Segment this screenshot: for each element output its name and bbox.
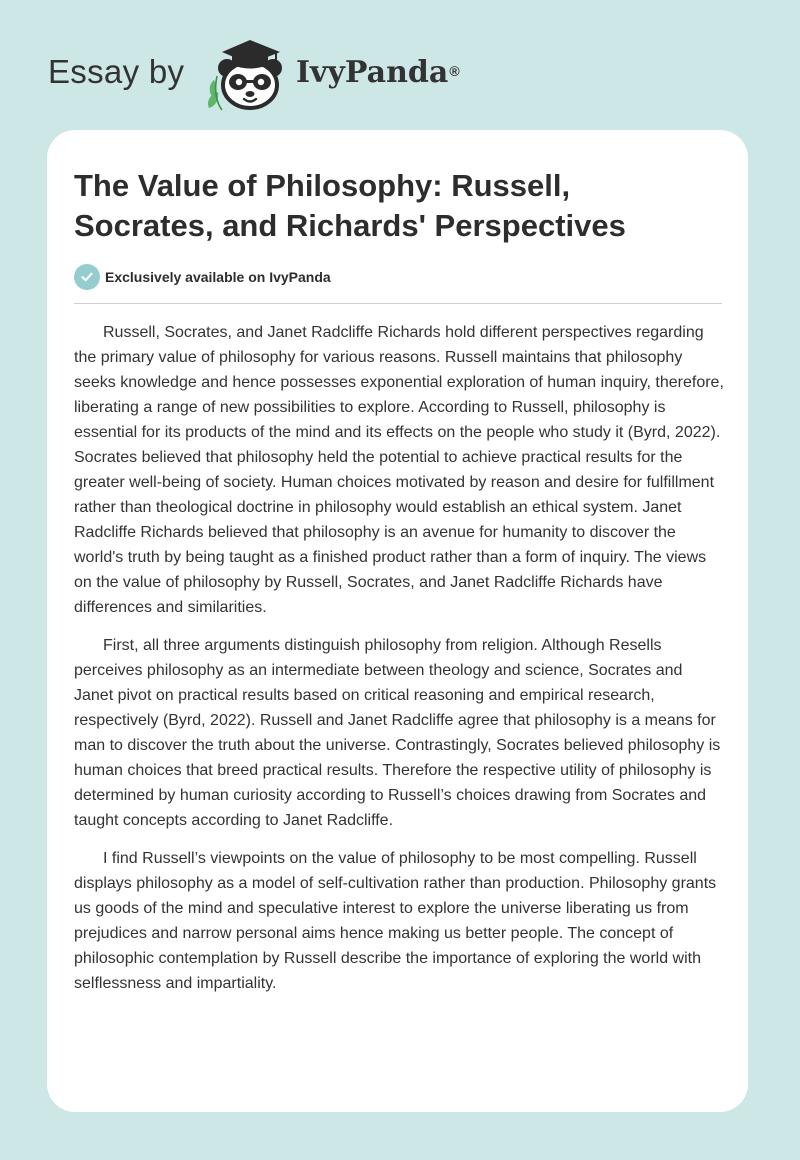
- paragraph: I find Russell’s viewpoints on the value of philosophy to be most compelling. Russell displays philosophy as a model of self-cultivation rather than production. Philosophy grants us goods of the mind and speculative interest to explore the universe liberating us from prejudices and narrow personal aims hence making us better people. The concept of philosophic contemplation by Russell describe the importance of exploring the world with selflessness and impartiality.: [74, 850, 717, 992]
- essay-card: [47, 130, 748, 1112]
- site-header: [0, 0, 800, 130]
- exclusive-label: Exclusively available on IvyPanda: [105, 269, 331, 285]
- brand-prefix: Essay by: [48, 53, 185, 90]
- check-badge-icon: [74, 264, 100, 290]
- brand-name-text: IvyPanda: [296, 55, 449, 90]
- paragraph: First, all three arguments distinguish philosophy from religion. Although Resells perceives philosophy as an intermediate between theology and science, Socrates and Janet pivot on practical results based on critical reasoning and empirical research, respectively (Byrd, 2022). Russell and Janet Radcliffe agree that philosophy is a means for man to discover the truth about the universe. Contrastingly, Socrates believed philosophy is human choices that breed practical results. Therefore the respective utility of philosophy is determined by human curiosity according to Russell’s choices drawing from Socrates and taught concepts according to Janet Radcliffe.: [74, 637, 721, 829]
- paragraph: Russell, Socrates, and Janet Radcliffe Richards hold different perspectives regarding the primary value of philosophy for various reasons. Russell maintains that philosophy seeks knowledge and hence possesses exponential exploration of human inquiry, therefore, liberating a range of new possibilities to explore. According to Russell, philosophy is essential for its products of the mind and its effects on the people who study it (Byrd, 2022). Socrates believed that philosophy held the potential to achieve practical results for the greater well-being of society. Human choices motivated by reason and desire for fulfillment rather than theological doctrine in philosophy would establish an ethical system. Janet Radcliffe Richards believed that philosophy is an avenue for humanity to discover the world's truth by being taught as a finished product rather than a form of inquiry. The views on the value of philosophy by Russell, Socrates, and Janet Radcliffe Richards have differences and similarities.: [74, 324, 724, 616]
- leaf-icon: [208, 76, 222, 110]
- divider: [74, 303, 722, 304]
- essay-title: The Value of Philosophy: Russell, Socrates, and Richards' Perspectives: [74, 168, 626, 243]
- essay-body: [74, 320, 724, 1009]
- panda-graduate-logo-icon[interactable]: [200, 32, 295, 112]
- brand-name[interactable]: [296, 53, 460, 93]
- exclusive-badge: [74, 264, 331, 290]
- trademark-symbol: ®: [449, 63, 460, 79]
